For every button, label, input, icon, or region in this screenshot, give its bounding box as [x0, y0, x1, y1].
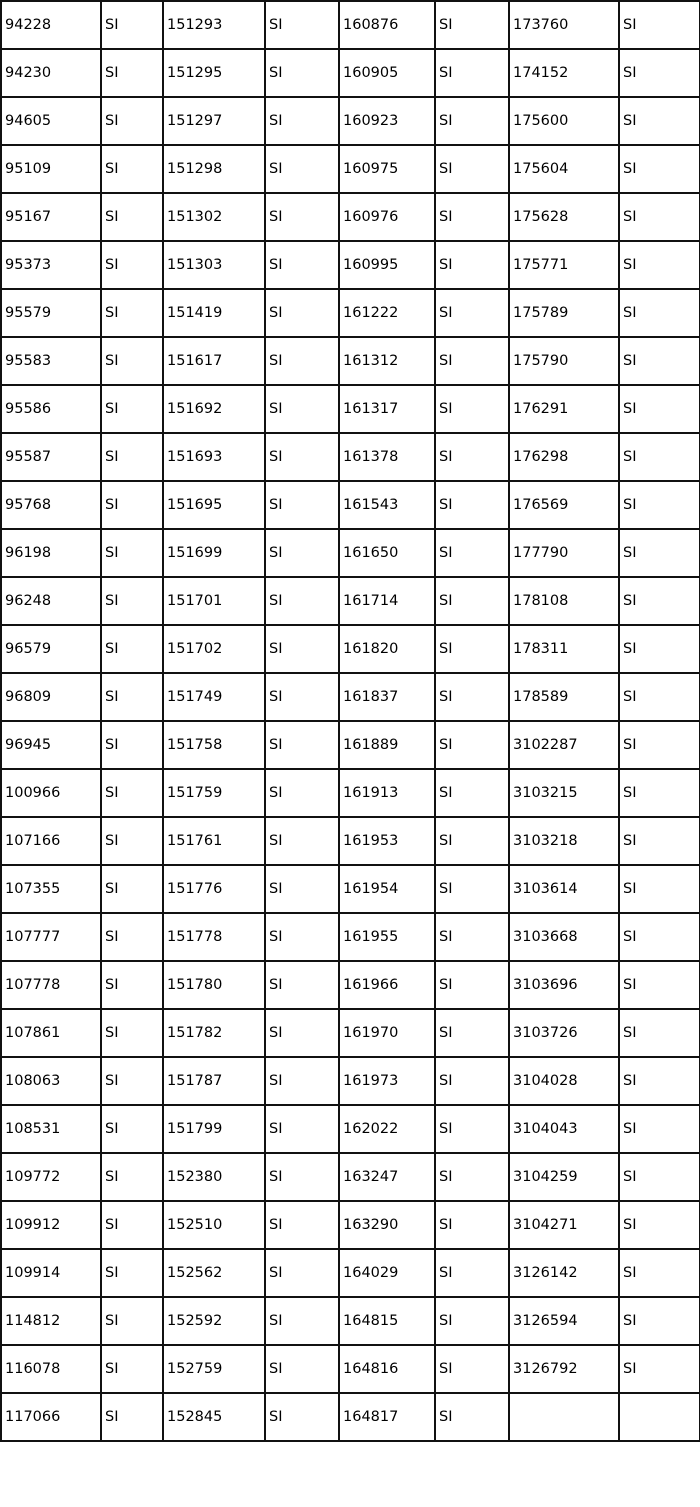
code-cell: 3103218 [509, 817, 619, 865]
status-cell: SI [101, 1249, 163, 1297]
status-cell: SI [265, 1249, 339, 1297]
code-cell: 151693 [163, 433, 265, 481]
status-cell: SI [619, 865, 700, 913]
status-cell: SI [101, 97, 163, 145]
table-row [1, 625, 700, 673]
status-cell: SI [435, 481, 509, 529]
status-cell: SI [265, 1153, 339, 1201]
table-row [1, 1105, 700, 1153]
status-cell: SI [101, 385, 163, 433]
status-cell: SI [265, 577, 339, 625]
code-cell: 161889 [339, 721, 435, 769]
code-cell [509, 1393, 619, 1441]
status-cell: SI [265, 1, 339, 49]
code-cell: 95583 [1, 337, 101, 385]
status-cell: SI [101, 241, 163, 289]
code-cell: 152759 [163, 1345, 265, 1393]
code-cell: 96945 [1, 721, 101, 769]
code-cell: 161317 [339, 385, 435, 433]
status-cell: SI [101, 673, 163, 721]
code-cell: 94230 [1, 49, 101, 97]
code-cell: 178311 [509, 625, 619, 673]
status-cell: SI [619, 721, 700, 769]
status-cell: SI [619, 577, 700, 625]
code-cell: 151617 [163, 337, 265, 385]
code-cell: 161312 [339, 337, 435, 385]
code-cell: 160995 [339, 241, 435, 289]
code-cell: 161955 [339, 913, 435, 961]
status-cell: SI [619, 913, 700, 961]
code-cell: 152845 [163, 1393, 265, 1441]
code-cell: 175604 [509, 145, 619, 193]
status-cell: SI [101, 721, 163, 769]
table-row [1, 721, 700, 769]
status-cell: SI [265, 481, 339, 529]
code-cell: 100966 [1, 769, 101, 817]
code-cell: 151780 [163, 961, 265, 1009]
status-cell: SI [619, 145, 700, 193]
status-cell: SI [435, 1153, 509, 1201]
table-row [1, 865, 700, 913]
code-cell: 107778 [1, 961, 101, 1009]
status-cell: SI [619, 433, 700, 481]
table-row [1, 1297, 700, 1345]
table-row [1, 913, 700, 961]
status-cell: SI [265, 289, 339, 337]
code-cell: 178108 [509, 577, 619, 625]
code-cell: 151776 [163, 865, 265, 913]
status-cell: SI [435, 1393, 509, 1441]
status-cell: SI [435, 577, 509, 625]
status-cell: SI [101, 817, 163, 865]
table-row [1, 289, 700, 337]
table-row [1, 97, 700, 145]
code-cell: 3104043 [509, 1105, 619, 1153]
code-cell: 3126142 [509, 1249, 619, 1297]
status-cell: SI [101, 1009, 163, 1057]
code-cell: 151799 [163, 1105, 265, 1153]
status-cell: SI [101, 1393, 163, 1441]
code-cell: 177790 [509, 529, 619, 577]
code-cell: 161837 [339, 673, 435, 721]
status-cell: SI [101, 769, 163, 817]
code-cell: 161378 [339, 433, 435, 481]
status-cell: SI [265, 1393, 339, 1441]
status-cell: SI [435, 97, 509, 145]
code-cell: 3103668 [509, 913, 619, 961]
code-cell: 161222 [339, 289, 435, 337]
code-cell: 107777 [1, 913, 101, 961]
code-cell: 107861 [1, 1009, 101, 1057]
status-cell: SI [619, 1105, 700, 1153]
table-row [1, 1153, 700, 1201]
table-row [1, 817, 700, 865]
code-cell: 108531 [1, 1105, 101, 1153]
status-cell: SI [619, 241, 700, 289]
status-cell: SI [101, 1105, 163, 1153]
status-cell: SI [265, 625, 339, 673]
status-cell: SI [435, 529, 509, 577]
status-cell: SI [435, 337, 509, 385]
code-cell: 151761 [163, 817, 265, 865]
table-row [1, 769, 700, 817]
code-cell: 151298 [163, 145, 265, 193]
status-cell: SI [619, 193, 700, 241]
table-row [1, 673, 700, 721]
table-row [1, 193, 700, 241]
table-row [1, 433, 700, 481]
status-cell: SI [619, 1249, 700, 1297]
code-cell: 116078 [1, 1345, 101, 1393]
code-cell: 95586 [1, 385, 101, 433]
code-cell: 109772 [1, 1153, 101, 1201]
status-cell: SI [435, 817, 509, 865]
status-cell: SI [619, 481, 700, 529]
code-cell: 95167 [1, 193, 101, 241]
status-cell: SI [265, 1105, 339, 1153]
status-cell: SI [619, 1345, 700, 1393]
table-row [1, 145, 700, 193]
code-cell: 109912 [1, 1201, 101, 1249]
code-cell: 96809 [1, 673, 101, 721]
status-cell: SI [435, 1057, 509, 1105]
code-cell: 94228 [1, 1, 101, 49]
table-row [1, 1057, 700, 1105]
table-row [1, 1249, 700, 1297]
table-row [1, 1201, 700, 1249]
status-cell: SI [435, 673, 509, 721]
status-cell: SI [265, 1057, 339, 1105]
status-cell: SI [619, 1009, 700, 1057]
code-cell: 152510 [163, 1201, 265, 1249]
status-cell: SI [101, 433, 163, 481]
code-cell: 151297 [163, 97, 265, 145]
table-row [1, 49, 700, 97]
status-cell: SI [435, 1201, 509, 1249]
status-cell: SI [265, 1345, 339, 1393]
code-cell: 3103215 [509, 769, 619, 817]
code-cell: 161954 [339, 865, 435, 913]
status-cell: SI [101, 193, 163, 241]
code-cell: 95579 [1, 289, 101, 337]
code-cell: 151692 [163, 385, 265, 433]
code-cell: 3103726 [509, 1009, 619, 1057]
status-cell: SI [435, 721, 509, 769]
status-cell: SI [435, 1, 509, 49]
code-cell: 151701 [163, 577, 265, 625]
status-cell: SI [619, 1057, 700, 1105]
status-cell: SI [619, 1153, 700, 1201]
status-cell: SI [265, 1009, 339, 1057]
status-cell: SI [265, 385, 339, 433]
status-cell: SI [101, 145, 163, 193]
code-cell: 114812 [1, 1297, 101, 1345]
code-cell: 95373 [1, 241, 101, 289]
code-cell: 95109 [1, 145, 101, 193]
code-cell: 3102287 [509, 721, 619, 769]
table-row [1, 1009, 700, 1057]
code-cell: 151749 [163, 673, 265, 721]
code-cell: 174152 [509, 49, 619, 97]
code-cell: 152380 [163, 1153, 265, 1201]
code-cell: 151787 [163, 1057, 265, 1105]
code-cell: 164816 [339, 1345, 435, 1393]
status-cell: SI [101, 529, 163, 577]
status-cell: SI [435, 865, 509, 913]
status-cell: SI [265, 97, 339, 145]
status-cell: SI [101, 1345, 163, 1393]
code-cell: 161820 [339, 625, 435, 673]
status-cell: SI [101, 577, 163, 625]
code-cell: 161953 [339, 817, 435, 865]
status-cell: SI [435, 1345, 509, 1393]
code-cell: 96198 [1, 529, 101, 577]
code-cell: 175600 [509, 97, 619, 145]
status-cell: SI [619, 289, 700, 337]
status-cell: SI [435, 625, 509, 673]
code-cell: 161543 [339, 481, 435, 529]
code-cell: 160923 [339, 97, 435, 145]
code-cell: 160876 [339, 1, 435, 49]
code-cell: 94605 [1, 97, 101, 145]
status-cell: SI [619, 1, 700, 49]
status-cell: SI [265, 1201, 339, 1249]
status-cell: SI [435, 769, 509, 817]
code-cell: 176291 [509, 385, 619, 433]
status-cell: SI [265, 865, 339, 913]
status-cell: SI [265, 673, 339, 721]
table-row [1, 1393, 700, 1441]
code-cell: 163247 [339, 1153, 435, 1201]
code-cell: 95587 [1, 433, 101, 481]
code-cell: 162022 [339, 1105, 435, 1153]
status-cell: SI [101, 337, 163, 385]
status-cell: SI [101, 1057, 163, 1105]
code-cell: 161966 [339, 961, 435, 1009]
code-cell: 3104028 [509, 1057, 619, 1105]
status-cell: SI [101, 913, 163, 961]
table-row [1, 529, 700, 577]
status-cell: SI [619, 1297, 700, 1345]
code-cell: 151302 [163, 193, 265, 241]
table-body [1, 1, 700, 1441]
status-cell: SI [435, 49, 509, 97]
status-cell: SI [101, 289, 163, 337]
status-cell: SI [619, 337, 700, 385]
status-cell: SI [619, 817, 700, 865]
status-cell: SI [265, 337, 339, 385]
status-cell: SI [101, 49, 163, 97]
status-cell: SI [435, 289, 509, 337]
status-cell: SI [619, 625, 700, 673]
table-row [1, 337, 700, 385]
status-cell: SI [265, 49, 339, 97]
code-cell: 176569 [509, 481, 619, 529]
status-cell: SI [435, 1249, 509, 1297]
code-cell: 95768 [1, 481, 101, 529]
code-cell: 151699 [163, 529, 265, 577]
code-cell: 164817 [339, 1393, 435, 1441]
code-cell: 117066 [1, 1393, 101, 1441]
code-cell: 161970 [339, 1009, 435, 1057]
code-cell: 3104259 [509, 1153, 619, 1201]
status-cell: SI [435, 913, 509, 961]
status-cell: SI [265, 1297, 339, 1345]
code-cell: 107166 [1, 817, 101, 865]
status-cell: SI [265, 145, 339, 193]
status-cell: SI [101, 1297, 163, 1345]
table-row [1, 241, 700, 289]
table-row [1, 1, 700, 49]
code-cell: 160905 [339, 49, 435, 97]
code-cell: 160976 [339, 193, 435, 241]
code-cell: 161650 [339, 529, 435, 577]
code-cell: 164029 [339, 1249, 435, 1297]
status-cell: SI [435, 145, 509, 193]
status-cell: SI [435, 433, 509, 481]
code-cell: 96579 [1, 625, 101, 673]
code-cell: 151758 [163, 721, 265, 769]
status-cell: SI [101, 1201, 163, 1249]
code-cell: 3126594 [509, 1297, 619, 1345]
status-cell: SI [101, 865, 163, 913]
code-cell: 152592 [163, 1297, 265, 1345]
status-cell: SI [435, 961, 509, 1009]
status-cell: SI [265, 817, 339, 865]
table-row [1, 961, 700, 1009]
status-cell: SI [265, 913, 339, 961]
code-cell: 151419 [163, 289, 265, 337]
code-cell: 151782 [163, 1009, 265, 1057]
code-cell: 164815 [339, 1297, 435, 1345]
status-cell: SI [619, 769, 700, 817]
code-cell: 151778 [163, 913, 265, 961]
status-cell: SI [265, 529, 339, 577]
code-cell: 3103696 [509, 961, 619, 1009]
status-cell [619, 1393, 700, 1441]
code-cell: 3104271 [509, 1201, 619, 1249]
status-cell: SI [101, 1, 163, 49]
status-cell: SI [619, 1201, 700, 1249]
status-cell: SI [619, 49, 700, 97]
status-cell: SI [619, 385, 700, 433]
code-cell: 151695 [163, 481, 265, 529]
status-cell: SI [435, 1105, 509, 1153]
code-cell: 173760 [509, 1, 619, 49]
code-cell: 3126792 [509, 1345, 619, 1393]
code-cell: 175789 [509, 289, 619, 337]
status-cell: SI [265, 193, 339, 241]
status-cell: SI [265, 769, 339, 817]
code-cell: 176298 [509, 433, 619, 481]
status-cell: SI [101, 961, 163, 1009]
code-cell: 152562 [163, 1249, 265, 1297]
status-cell: SI [619, 529, 700, 577]
table-row [1, 481, 700, 529]
code-cell: 178589 [509, 673, 619, 721]
status-cell: SI [435, 193, 509, 241]
status-cell: SI [435, 385, 509, 433]
code-cell: 163290 [339, 1201, 435, 1249]
code-cell: 107355 [1, 865, 101, 913]
status-cell: SI [265, 241, 339, 289]
status-cell: SI [435, 1297, 509, 1345]
status-cell: SI [265, 721, 339, 769]
code-cell: 161913 [339, 769, 435, 817]
status-cell: SI [101, 625, 163, 673]
code-cell: 3103614 [509, 865, 619, 913]
code-cell: 151295 [163, 49, 265, 97]
code-cell: 151759 [163, 769, 265, 817]
table-row [1, 577, 700, 625]
table-row [1, 1345, 700, 1393]
code-cell: 151702 [163, 625, 265, 673]
code-cell: 161973 [339, 1057, 435, 1105]
code-cell: 96248 [1, 577, 101, 625]
status-cell: SI [435, 1009, 509, 1057]
code-cell: 175790 [509, 337, 619, 385]
code-cell: 109914 [1, 1249, 101, 1297]
code-cell: 108063 [1, 1057, 101, 1105]
status-cell: SI [619, 673, 700, 721]
code-cell: 175771 [509, 241, 619, 289]
code-cell: 151293 [163, 1, 265, 49]
table-row [1, 385, 700, 433]
code-cell: 160975 [339, 145, 435, 193]
status-cell: SI [619, 97, 700, 145]
code-cell: 151303 [163, 241, 265, 289]
status-cell: SI [101, 481, 163, 529]
status-cell: SI [435, 241, 509, 289]
status-cell: SI [265, 961, 339, 1009]
status-cell: SI [265, 433, 339, 481]
code-cell: 161714 [339, 577, 435, 625]
status-cell: SI [619, 961, 700, 1009]
code-cell: 175628 [509, 193, 619, 241]
status-cell: SI [101, 1153, 163, 1201]
